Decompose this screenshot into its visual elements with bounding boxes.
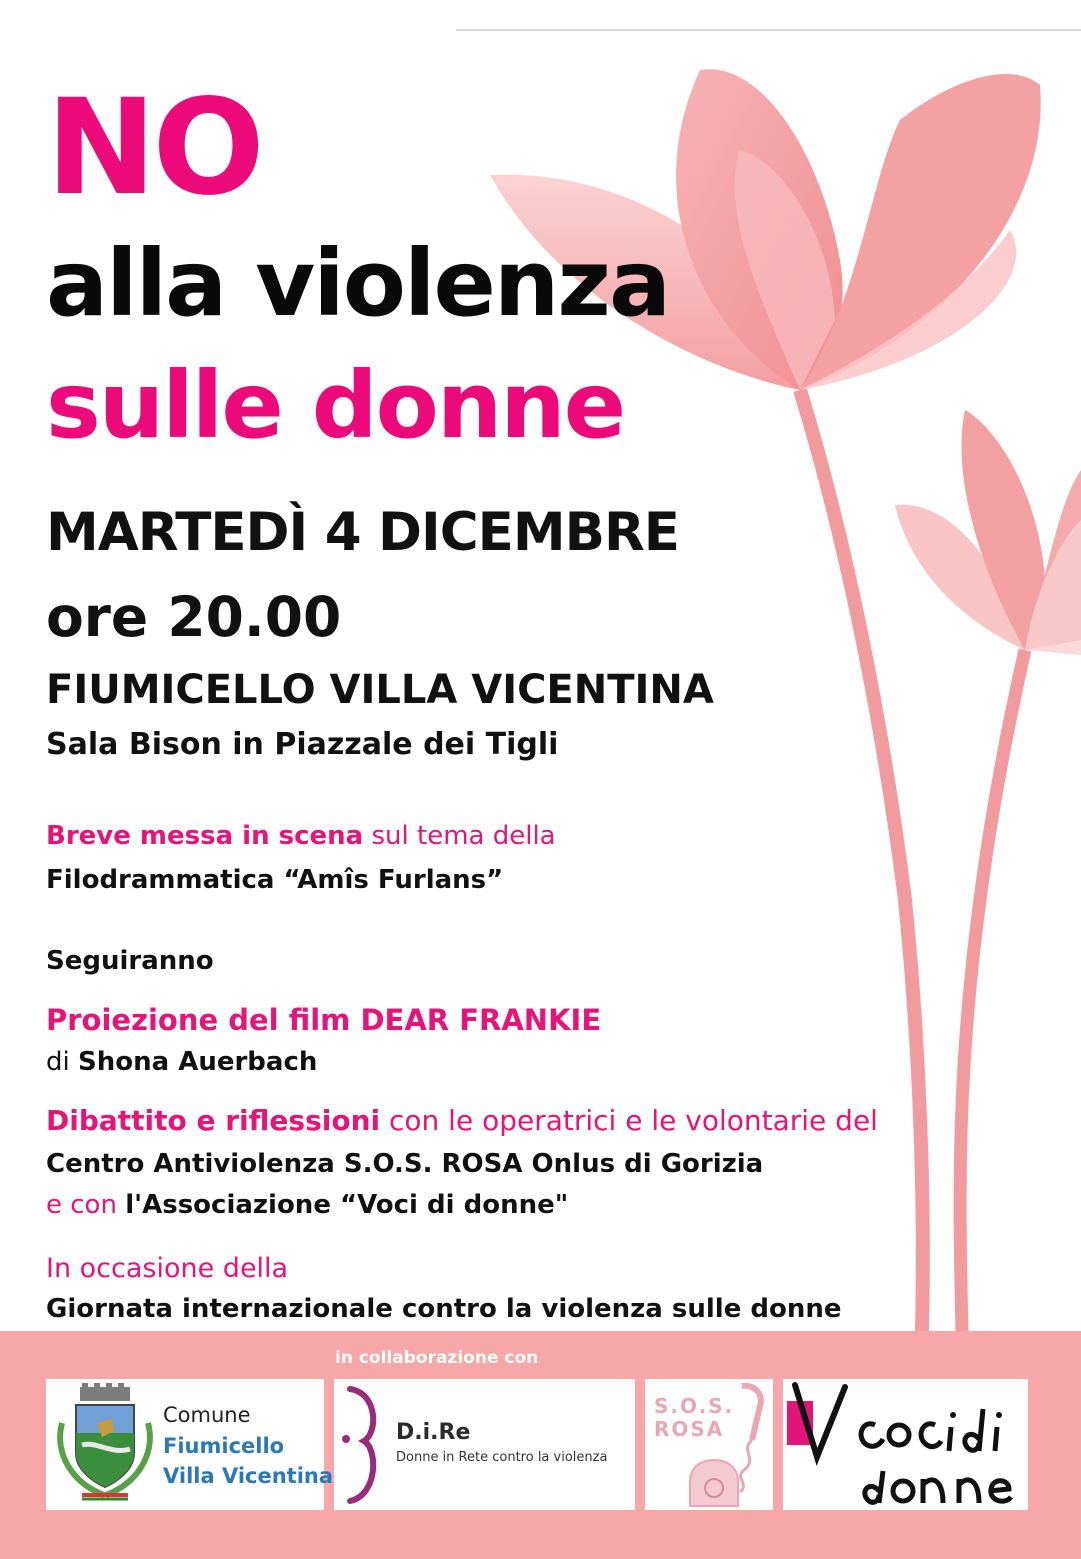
dire-bracket-icon	[338, 1383, 390, 1507]
comune-name-2: Villa Vicentina	[163, 1464, 334, 1488]
sos-line2: ROSA	[654, 1417, 725, 1441]
program-item2-title: Proiezione del film DEAR FRANKIE	[46, 1003, 602, 1037]
dire-subtitle: Donne in Rete contro la violenza	[396, 1450, 608, 1465]
program-day: Giornata internazionale contro la violenza sulle donne	[46, 1294, 842, 1324]
event-date: MARTEDÌ 4 DICEMBRE	[46, 502, 680, 563]
sos-line1: S.O.S.	[654, 1394, 735, 1418]
event-city: FIUMICELLO VILLA VICENTINA	[46, 667, 714, 713]
program-item3-assoc: l'Associazione “Voci di donne"	[125, 1190, 569, 1220]
program-item3-and-line	[46, 1192, 568, 1218]
program-occasion: In occasione della	[46, 1253, 289, 1284]
program-item3-and: e con	[46, 1190, 126, 1220]
headline-line2: alla violenza	[46, 230, 670, 337]
program-item1-title: Breve messa in scena	[46, 821, 364, 851]
headline-no: NO	[46, 71, 261, 225]
program-item3-title: Dibattito e riflessioni	[46, 1104, 381, 1137]
program-item2-line	[46, 1049, 317, 1075]
headline-line3: sulle donne	[46, 352, 625, 459]
comune-label: Comune	[163, 1403, 251, 1427]
program-follow: Seguiranno	[46, 946, 214, 976]
program-item3-line	[46, 1104, 878, 1137]
comune-name-1: Fiumicello	[163, 1434, 285, 1458]
program-item1-rest: sul tema della	[363, 821, 556, 851]
telephone-icon	[680, 1380, 772, 1510]
program-item2-by: di	[46, 1047, 78, 1077]
program-item1-line	[46, 823, 556, 849]
partners-title: in collaborazione con	[335, 1348, 539, 1368]
program-item2-director: Shona Auerbach	[78, 1047, 318, 1077]
event-venue: Sala Bison in Piazzale dei Tigli	[46, 727, 559, 762]
coat-of-arms-icon	[52, 1383, 158, 1507]
event-time: ore 20.00	[46, 585, 342, 649]
program-item3-rest: con le operatrici e le volontarie del	[380, 1104, 878, 1137]
voci-di-donne-wordmark-icon	[783, 1379, 1028, 1510]
program-item1-group: Filodrammatica “Amîs Furlans”	[46, 865, 504, 895]
dire-name: D.i.Re	[396, 1420, 471, 1445]
program-item3-org: Centro Antiviolenza S.O.S. ROSA Onlus di Gorizia	[46, 1149, 764, 1179]
